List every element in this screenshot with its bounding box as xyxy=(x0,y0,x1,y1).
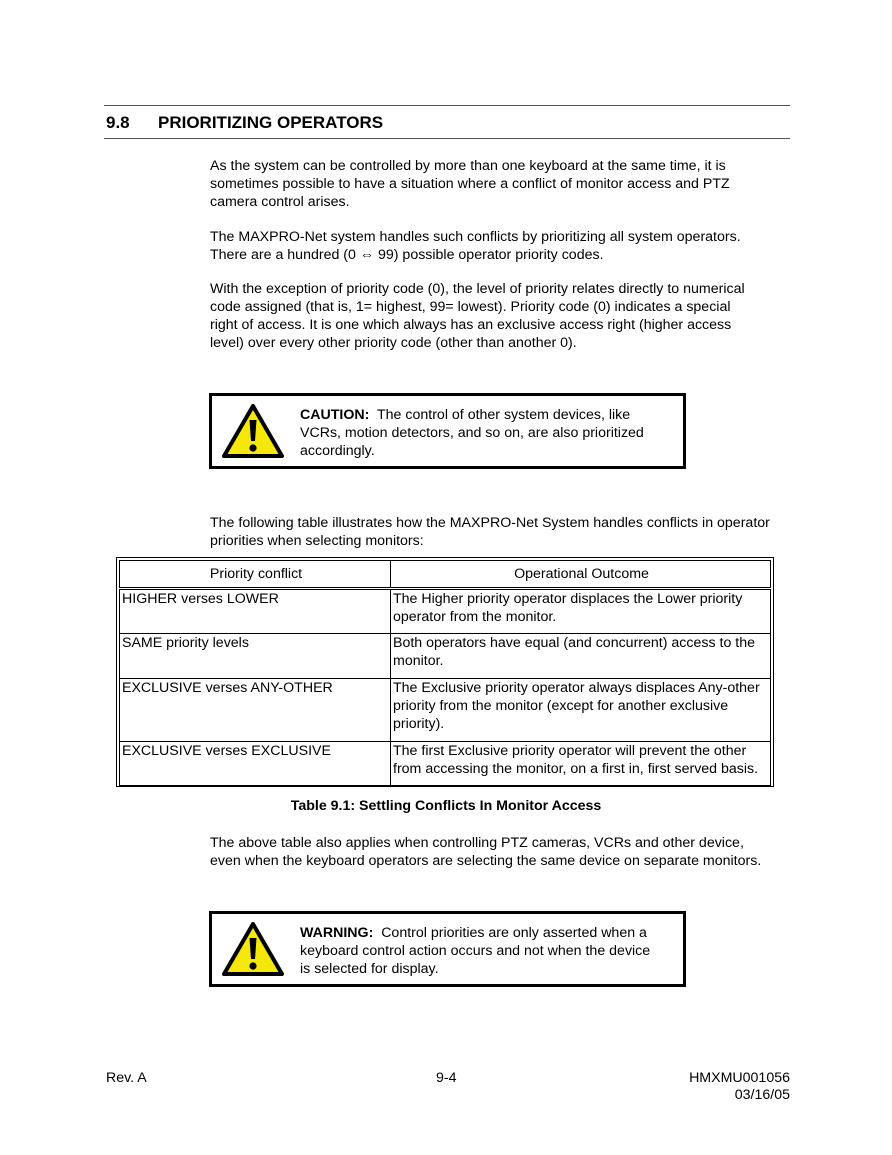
footer-doc-number: HMXMU001056 xyxy=(689,1070,790,1086)
outcome-cell: Both operators have equal (and concurrent) access to the monitor. xyxy=(391,634,771,679)
conflict-cell: EXCLUSIVE verses EXCLUSIVE xyxy=(120,742,391,786)
table-row xyxy=(120,742,771,786)
caution-label: CAUTION: xyxy=(300,407,370,423)
footer-date: 03/16/05 xyxy=(734,1087,790,1103)
table-caption: Table 9.1: Settling Conflicts In Monitor Access xyxy=(290,798,602,814)
table-row xyxy=(120,634,771,679)
conflict-cell: SAME priority levels xyxy=(120,634,391,679)
section-title: PRIORITIZING OPERATORS xyxy=(158,113,384,132)
section-top-rule xyxy=(104,105,790,106)
paragraph-priority-codes: With the exception of priority code (0), the level of priority relates directly to numerical code assigned (that is, 1= highest, 99= lowest). Priority code (0) indicates a special right of access. It is one which always has an exclusive access right (higher access level) over every other priority code (other than another 0). xyxy=(210,281,745,351)
table-header-row xyxy=(120,561,771,589)
column-header-operational-outcome: Operational Outcome xyxy=(391,561,771,589)
conflict-cell: HIGHER verses LOWER xyxy=(120,589,391,634)
section-bottom-rule xyxy=(104,138,790,139)
paragraph-ptz: The above table also applies when controlling PTZ cameras, VCRs and other device, even when the keyboard operators are selecting the same device on separate monitors. xyxy=(210,835,762,869)
section-number: 9.8 xyxy=(106,113,130,132)
warning-callout xyxy=(209,911,686,987)
outcome-cell: The first Exclusive priority operator will prevent the other from accessing the monitor, on a first in, first served basis. xyxy=(391,742,771,786)
conflict-cell: EXCLUSIVE verses ANY-OTHER xyxy=(120,679,391,742)
priority-conflict-table xyxy=(116,557,774,787)
outcome-cell: The Higher priority operator displaces the Lower priority operator from the monitor. xyxy=(391,589,771,634)
paragraph-intro: As the system can be controlled by more than one keyboard at the same time, it is sometimes possible to have a situation where a conflict of monitor access and PTZ camera control arises. xyxy=(210,158,730,210)
footer-revision: Rev. A xyxy=(106,1070,147,1086)
warning-triangle-icon xyxy=(221,403,285,459)
table-row xyxy=(120,589,771,634)
warning-text: WARNING: Control priorities are only asserted when a keyboard control action occurs and not when the device is selected for display. xyxy=(300,925,651,977)
outcome-cell: The Exclusive priority operator always displaces Any-other priority from the monitor (except for another exclusive priority). xyxy=(391,679,771,742)
column-header-priority-conflict: Priority conflict xyxy=(120,561,391,589)
caution-text: CAUTION: The control of other system devices, like VCRs, motion detectors, and so on, are also prioritized accordingly. xyxy=(300,407,644,459)
warning-label: WARNING: xyxy=(300,925,374,941)
paragraph-table-intro: The following table illustrates how the MAXPRO-Net System handles conflicts in operator priorities when selecting monitors: xyxy=(210,515,770,549)
paragraph-maxpro: The MAXPRO-Net system handles such conflicts by prioritizing all system operators. There are a hundred (0 ⇔ 99) possible operator priority codes. xyxy=(210,229,741,263)
footer-page-number: 9-4 xyxy=(436,1070,457,1086)
footer-doc-info xyxy=(689,1070,790,1104)
table-row xyxy=(120,679,771,742)
caution-callout xyxy=(209,393,686,469)
warning-triangle-icon xyxy=(221,921,285,977)
